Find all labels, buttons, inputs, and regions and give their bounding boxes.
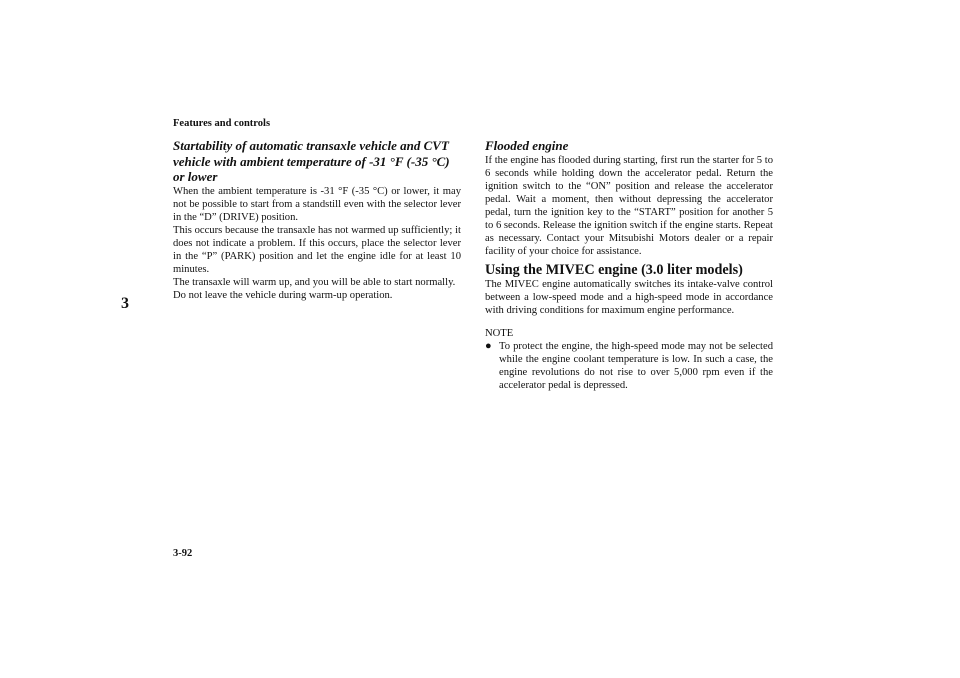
startability-paragraph-4: Do not leave the vehicle during warm-up operation. bbox=[173, 290, 393, 302]
note-text: To protect the engine, the high-speed mode may not be selected while the engine coolant temperature is low. In such a case, the engine revolutions do not rise to over 5,000 rpm even if the accelerator pedal is depressed. bbox=[499, 340, 773, 391]
startability-paragraph-1: When the ambient temperature is -31 °F (-35 °C) or lower, it may not be possible to start from a standstill even with the selector lever in the “D” (DRIVE) position. bbox=[173, 185, 461, 223]
note-label: NOTE bbox=[485, 327, 514, 339]
mivec-text: The MIVEC engine automatically switches its intake-valve control between a low-speed mode and a high-speed mode in accordance with driving conditions for maximum engine performance. bbox=[485, 279, 773, 317]
section-header: Features and controls bbox=[173, 118, 271, 129]
page-number: 3-92 bbox=[173, 548, 193, 559]
mivec-heading: Using the MIVEC engine (3.0 liter models) bbox=[485, 262, 743, 279]
flooded-engine-text: If the engine has flooded during starting, first run the starter for 5 to 6 seconds while holding down the accelerator pedal. Return the ignition switch to the “ON” position and release the accelerator pedal. Wait a moment, then without depressing the accelerator pedal, turn the ignition key to the “START” position for another 5 to 6 seconds. Release the ignition switch if the engine starts. Repeat as necessary. Contact your Mitsubishi Motors dealer or a repair facility of your choice for assistance. bbox=[485, 154, 773, 258]
startability-heading: Startability of automatic transaxle vehicle and CVT vehicle with ambient temperature of -31 °F (-35 °C) or lower bbox=[173, 138, 450, 184]
right-column bbox=[485, 138, 773, 392]
startability-paragraph-3: The transaxle will warm up, and you will be able to start normally. bbox=[173, 277, 456, 289]
flooded-engine-heading: Flooded engine bbox=[485, 138, 569, 153]
startability-paragraph-2: This occurs because the transaxle has not warmed up sufficiently; it does not indicate a problem. If this occurs, place the selector lever in the “P” (PARK) position and let the engine idle for at least 10 minutes. bbox=[173, 224, 461, 276]
chapter-number: 3 bbox=[121, 295, 129, 312]
bullet-icon: ● bbox=[485, 339, 492, 352]
left-column bbox=[173, 138, 461, 302]
note-item bbox=[485, 340, 773, 392]
